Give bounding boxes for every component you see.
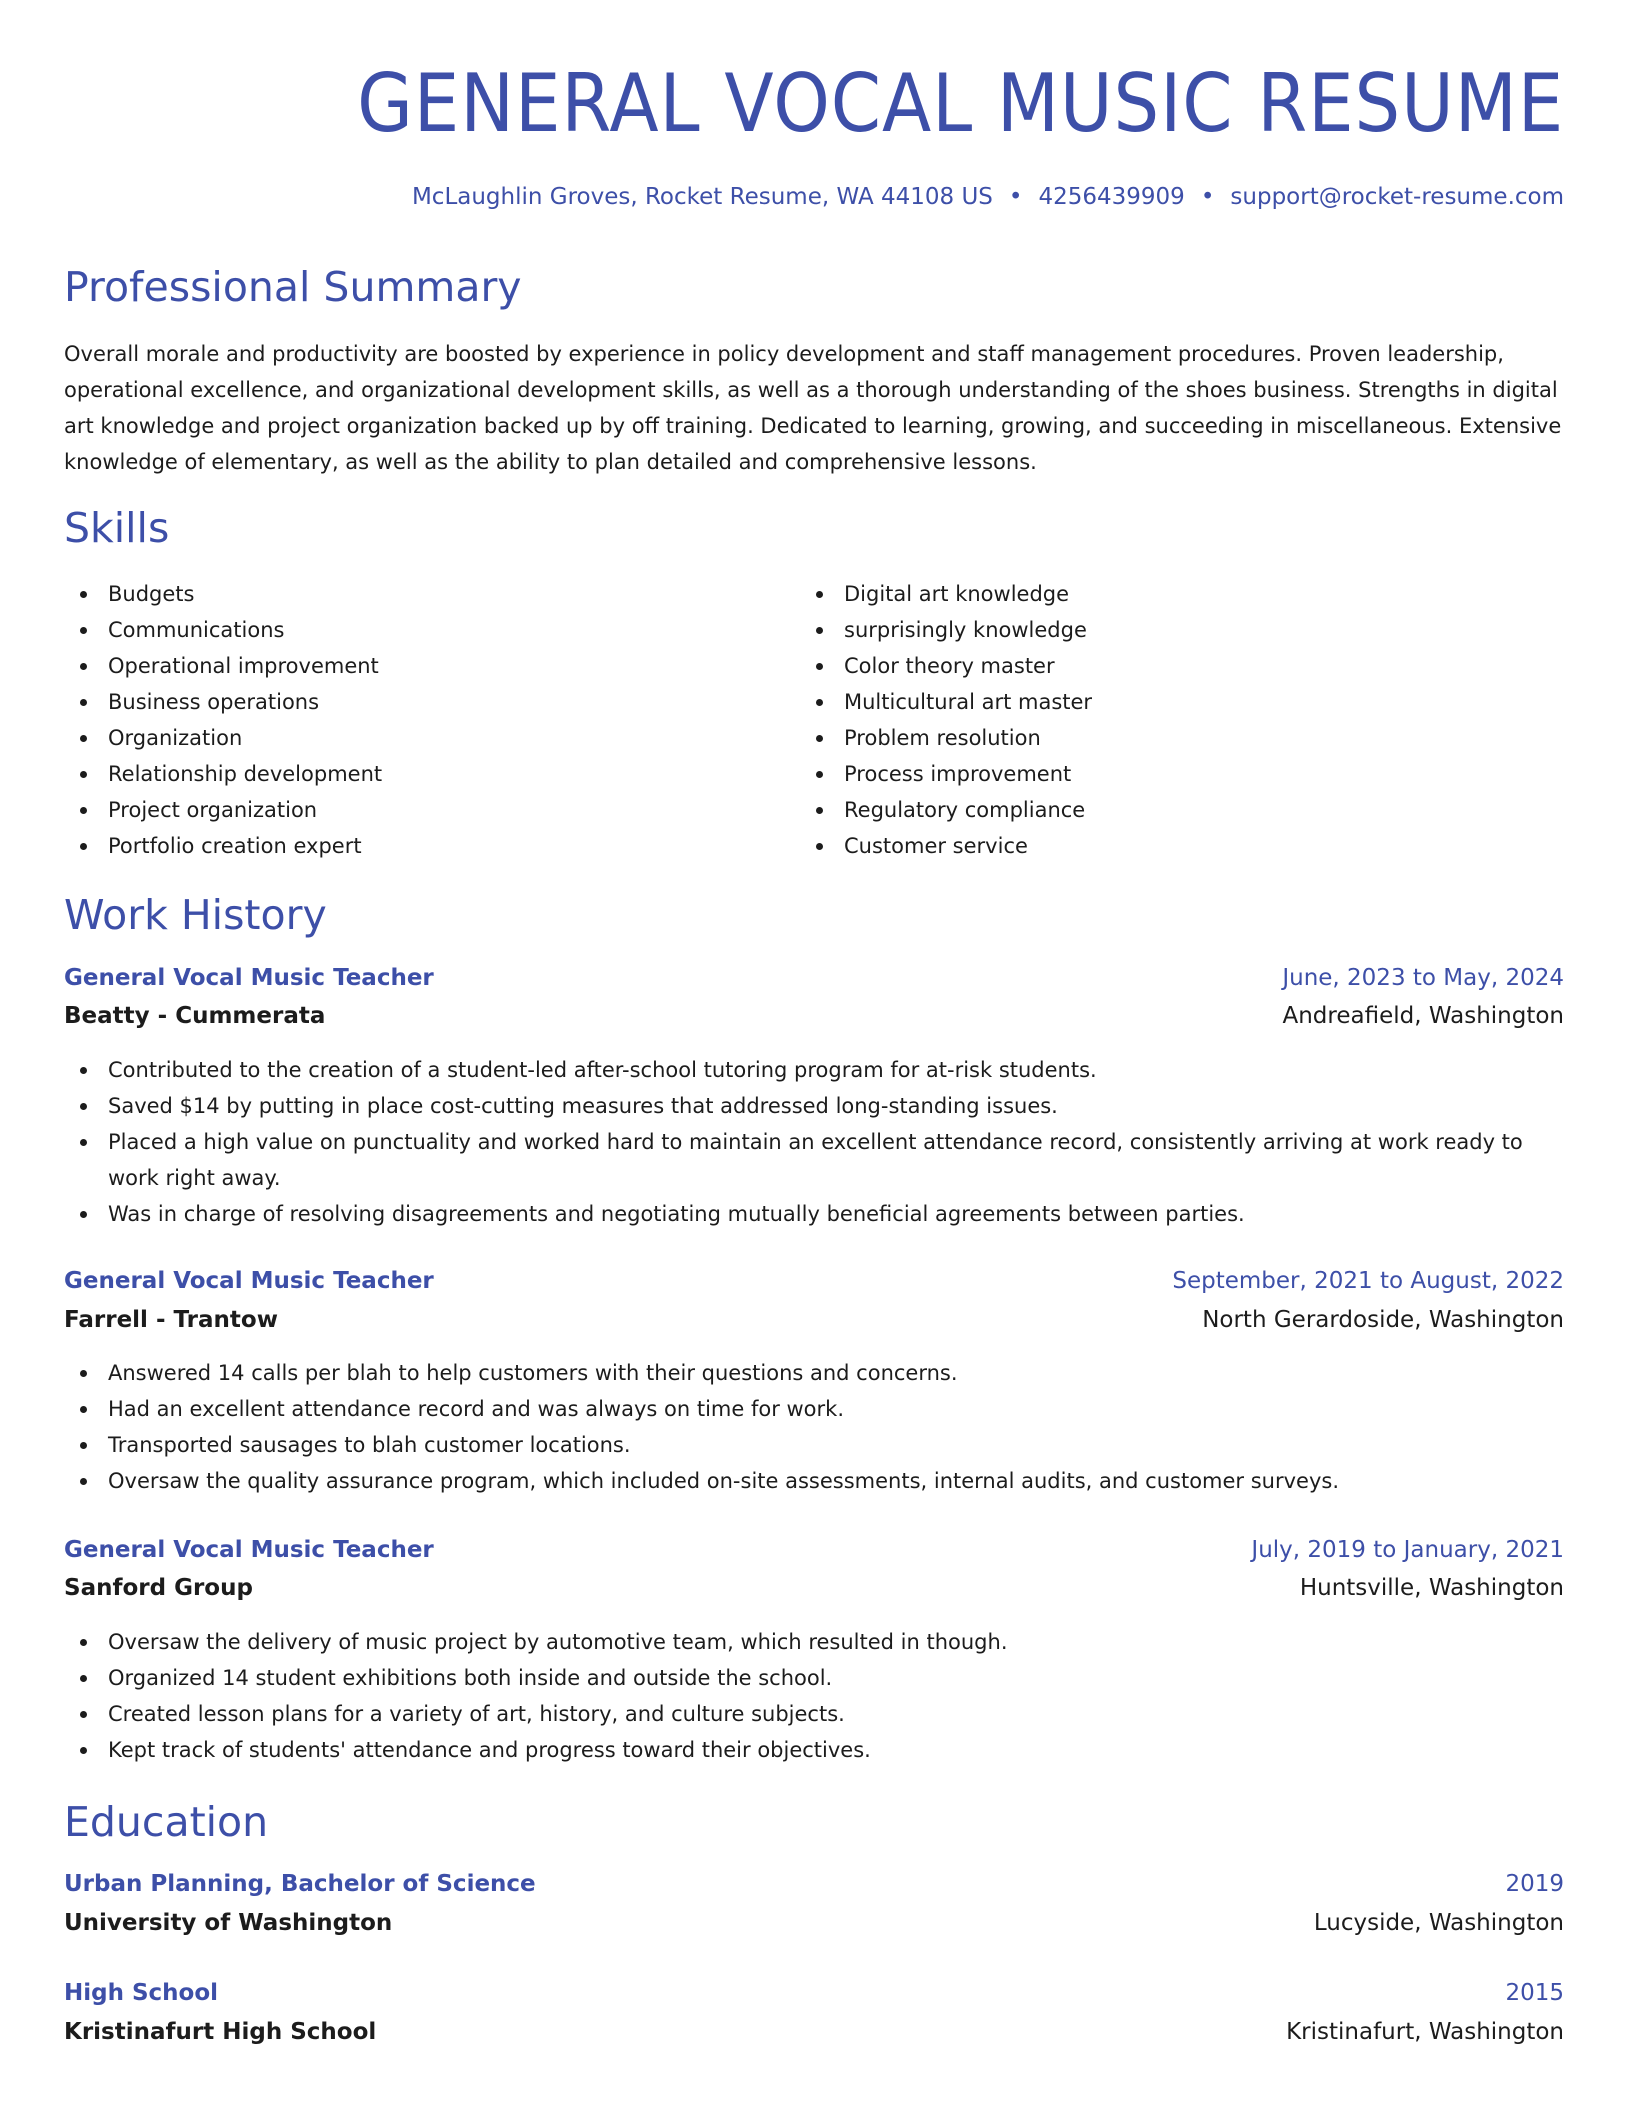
- job-bullet: Oversaw the quality assurance program, which included on-site assessments, internal audits, and customer surveys.: [64, 1463, 1564, 1499]
- contact-line: [412, 182, 1564, 212]
- skill-item: Multicultural art master: [800, 684, 1500, 720]
- contact-address: McLaughlin Groves, Rocket Resume, WA 44108 US: [411, 184, 993, 210]
- job-bullet: Created lesson plans for a variety of art, history, and culture subjects.: [64, 1696, 1564, 1732]
- skill-item: Communications: [64, 612, 764, 648]
- job-location: Huntsville, Washington: [1299, 1575, 1564, 1601]
- education-year: 2019: [1505, 1871, 1564, 1897]
- job-bullet: Oversaw the delivery of music project by automotive team, which resulted in though.: [64, 1624, 1564, 1660]
- education-degree: Urban Planning, Bachelor of Science: [64, 1871, 536, 1897]
- skill-item: Problem resolution: [800, 720, 1500, 756]
- education-school: University of Washington: [64, 1910, 393, 1936]
- skill-item: Color theory master: [800, 648, 1500, 684]
- skill-item: Digital art knowledge: [800, 576, 1500, 612]
- job-bullet: Answered 14 calls per blah to help customers with their questions and concerns.: [64, 1355, 1564, 1391]
- job-title: General Vocal Music Teacher: [64, 1537, 434, 1563]
- skill-item: surprisingly knowledge: [800, 612, 1500, 648]
- education-school: Kristinafurt High School: [64, 2019, 377, 2045]
- job-bullet: Organized 14 student exhibitions both inside and outside the school.: [64, 1660, 1564, 1696]
- skill-item: Customer service: [800, 828, 1500, 864]
- skills-list-right: [800, 576, 1500, 864]
- section-title-summary: Professional Summary: [64, 263, 522, 311]
- job-bullet: Transported sausages to blah customer locations.: [64, 1427, 1564, 1463]
- skill-item: Business operations: [64, 684, 764, 720]
- section-title-skills: Skills: [64, 504, 170, 552]
- job-dates: July, 2019 to January, 2021: [1251, 1537, 1564, 1563]
- job-bullets: [64, 1355, 1564, 1499]
- job-location: North Gerardoside, Washington: [1202, 1307, 1564, 1333]
- section-title-education: Education: [64, 1798, 269, 1846]
- skill-item: Process improvement: [800, 756, 1500, 792]
- education-location: Kristinafurt, Washington: [1286, 2019, 1564, 2045]
- skill-item: Budgets: [64, 576, 764, 612]
- job-bullet: Was in charge of resolving disagreements and negotiating mutually beneficial agreements between parties.: [64, 1196, 1564, 1232]
- skill-item: Regulatory compliance: [800, 792, 1500, 828]
- job-bullets: [64, 1624, 1564, 1768]
- skill-item: Portfolio creation expert: [64, 828, 764, 864]
- job-company: Farrell - Trantow: [64, 1307, 278, 1333]
- job-title: General Vocal Music Teacher: [64, 965, 434, 991]
- education-location: Lucyside, Washington: [1313, 1910, 1564, 1936]
- job-bullet: Had an excellent attendance record and was always on time for work.: [64, 1391, 1564, 1427]
- skill-item: Organization: [64, 720, 764, 756]
- education-degree: High School: [64, 1980, 219, 2006]
- contact-email: support@rocket-resume.com: [1230, 184, 1564, 210]
- job-location: Andreafield, Washington: [1282, 1003, 1564, 1029]
- education-year: 2015: [1505, 1980, 1564, 2006]
- contact-separator: •: [1200, 184, 1215, 210]
- job-title: General Vocal Music Teacher: [64, 1268, 434, 1294]
- summary-text: Overall morale and productivity are boosted by experience in policy development and staff management procedures. Proven leadership, operational excellence, and organizational development skills, as well as a thorough understanding of the shoes business. Strengths in digital art knowledge and project organization backed up by off training. Dedicated to learning, growing, and succeeding in miscellaneous. Extensive knowledge of elementary, as well as the ability to plan detailed and comprehensive lessons.: [64, 342, 1562, 474]
- skills-list-left: [64, 576, 764, 864]
- job-dates: June, 2023 to May, 2024: [1282, 965, 1564, 991]
- resume-title: GENERAL VOCAL MUSIC RESUME: [356, 57, 1564, 150]
- contact-phone: 4256439909: [1038, 184, 1185, 210]
- job-company: Sanford Group: [64, 1575, 253, 1601]
- job-bullet: Saved $14 by putting in place cost-cutting measures that addressed long-standing issues.: [64, 1088, 1564, 1124]
- job-bullets: [64, 1052, 1564, 1232]
- skill-item: Relationship development: [64, 756, 764, 792]
- contact-separator: •: [1008, 184, 1023, 210]
- skill-item: Operational improvement: [64, 648, 764, 684]
- job-bullet: Kept track of students' attendance and progress toward their objectives.: [64, 1732, 1564, 1768]
- job-bullet: Contributed to the creation of a student-led after-school tutoring program for at-risk students.: [64, 1052, 1564, 1088]
- job-company: Beatty - Cummerata: [64, 1003, 326, 1029]
- section-title-work: Work History: [64, 891, 327, 939]
- job-bullet: Placed a high value on punctuality and worked hard to maintain an excellent attendance record, consistently arriving at work ready to work right away.: [64, 1124, 1564, 1196]
- job-dates: September, 2021 to August, 2022: [1172, 1268, 1564, 1294]
- skill-item: Project organization: [64, 792, 764, 828]
